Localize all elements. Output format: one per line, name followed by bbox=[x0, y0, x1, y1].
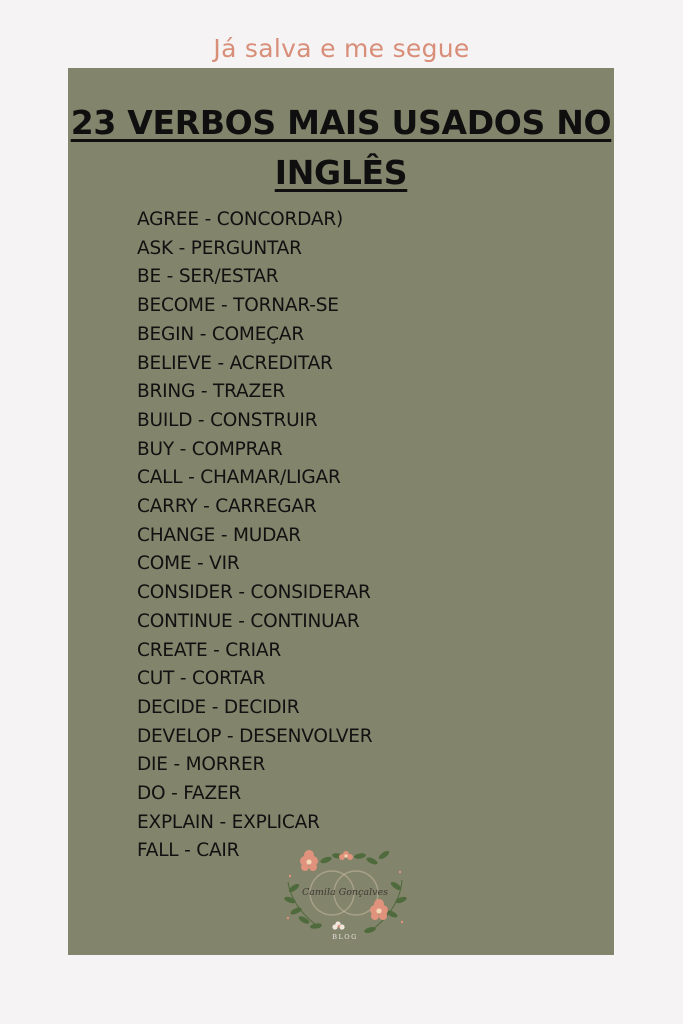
page-title bbox=[68, 98, 614, 198]
list-item: DO - FAZER bbox=[137, 783, 242, 805]
list-item: CALL - CHAMAR/LIGAR bbox=[137, 467, 341, 489]
flower-bottom-small-icon bbox=[332, 921, 344, 929]
list-item: CREATE - CRIAR bbox=[137, 639, 282, 661]
list-item: DIE - MORRER bbox=[137, 754, 266, 776]
list-item: BE - SER/ESTAR bbox=[137, 266, 279, 288]
flower-bottom-right-icon bbox=[370, 899, 388, 920]
blog-logo bbox=[280, 848, 410, 943]
title-line-2: INGLÊS bbox=[274, 153, 408, 192]
flower-top-left-icon bbox=[300, 850, 318, 871]
list-item: BUILD - CONSTRUIR bbox=[137, 409, 318, 431]
list-item: BELIEVE - ACREDITAR bbox=[137, 352, 333, 374]
verb-list bbox=[137, 206, 372, 866]
logo-subtext: BLOG bbox=[332, 933, 358, 941]
list-item: AGREE - CONCORDAR) bbox=[137, 209, 344, 230]
list-item: ASK - PERGUNTAR bbox=[137, 237, 302, 259]
list-item: BUY - COMPRAR bbox=[137, 438, 283, 460]
list-item: CONSIDER - CONSIDERAR bbox=[137, 582, 371, 604]
list-item: CHANGE - MUDAR bbox=[137, 524, 301, 546]
list-item: BECOME - TORNAR-SE bbox=[137, 295, 339, 317]
list-item: CUT - CORTAR bbox=[137, 668, 266, 690]
list-item: EXPLAIN - EXPLICAR bbox=[137, 811, 320, 833]
verb-list-card bbox=[68, 68, 614, 955]
list-item: BEGIN - COMEÇAR bbox=[137, 323, 305, 345]
list-item: COME - VIR bbox=[137, 553, 240, 575]
list-item: FALL - CAIR bbox=[137, 840, 240, 862]
logo-script-text: Camila Gonçalves bbox=[301, 887, 389, 898]
list-item: CARRY - CARREGAR bbox=[137, 496, 317, 518]
list-item: BRING - TRAZER bbox=[137, 381, 286, 403]
leaf-sprig-top-icon bbox=[319, 849, 390, 865]
list-item: DEVELOP - DESENVOLVER bbox=[137, 725, 373, 747]
flower-top-right-icon bbox=[339, 851, 353, 860]
list-item: CONTINUE - CONTINUAR bbox=[137, 610, 360, 632]
list-item: DECIDE - DECIDIR bbox=[137, 696, 300, 718]
title-line-1: 23 VERBOS MAIS USADOS NO bbox=[70, 103, 612, 142]
top-caption: Já salva e me segue bbox=[213, 34, 470, 63]
